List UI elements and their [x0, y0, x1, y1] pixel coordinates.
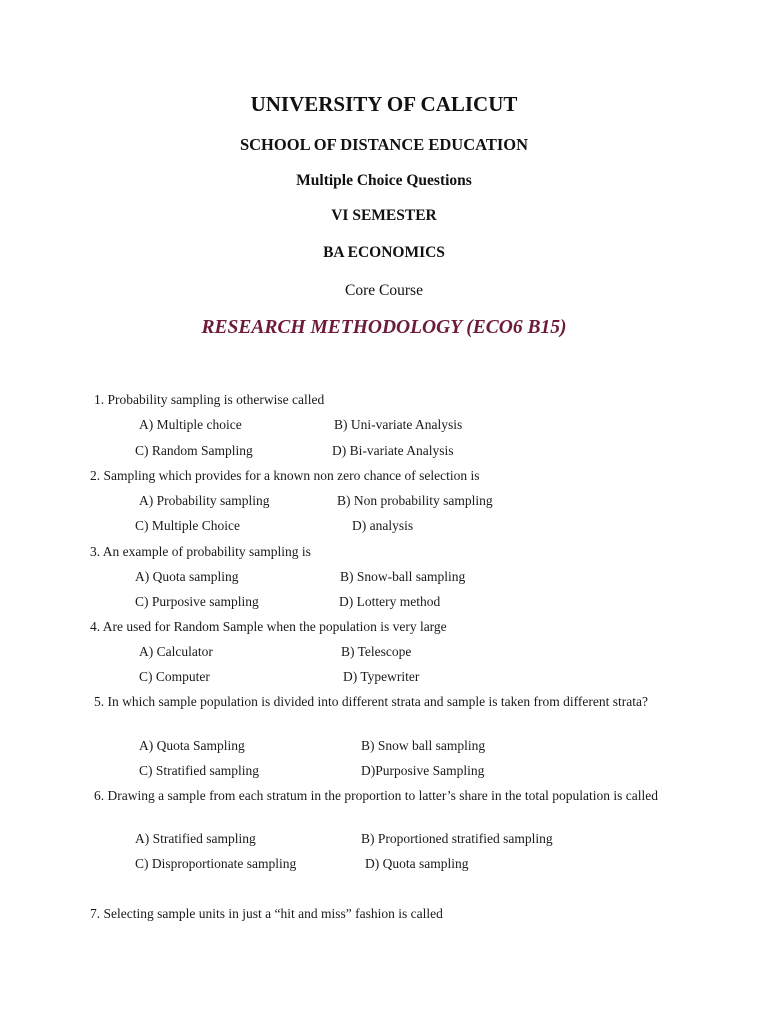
question-text: 5. In which sample population is divided into different strata and sample is taken from different strata? [94, 694, 648, 709]
option-d: D) Lottery method [339, 594, 441, 609]
option-b: B) Telescope [341, 644, 412, 659]
option-a: A) Multiple choice [139, 417, 242, 432]
question-text: 6. Drawing a sample from each stratum in the proportion to latter’s share in the total population is called [94, 788, 658, 803]
semester-label: VI SEMESTER [331, 207, 437, 224]
question-text: 7. Selecting sample units in just a “hit and miss” fashion is called [90, 906, 443, 921]
option-d: D) Bi-variate Analysis [332, 443, 454, 458]
option-a: A) Stratified sampling [135, 831, 256, 846]
option-d: D) Typewriter [343, 669, 420, 684]
option-d: D)Purposive Sampling [361, 763, 485, 778]
question-text: 2. Sampling which provides for a known non zero chance of selection is [90, 468, 480, 483]
question-text: 4. Are used for Random Sample when the population is very large [90, 619, 447, 634]
document-type: Multiple Choice Questions [296, 172, 472, 189]
question-text: 3. An example of probability sampling is [90, 544, 311, 559]
subject-title: RESEARCH METHODOLOGY (ECO6 B15) [201, 317, 567, 338]
option-b: B) Snow-ball sampling [340, 569, 466, 584]
option-c: C) Stratified sampling [139, 763, 259, 778]
option-c: C) Computer [139, 669, 210, 684]
option-b: B) Uni-variate Analysis [334, 417, 463, 432]
option-c: C) Multiple Choice [135, 518, 240, 533]
option-a: A) Calculator [139, 644, 213, 659]
school-title: SCHOOL OF DISTANCE EDUCATION [239, 135, 529, 154]
option-a: A) Quota sampling [135, 569, 239, 584]
option-d: D) Quota sampling [365, 856, 469, 871]
option-b: B) Non probability sampling [337, 493, 493, 508]
option-c: C) Disproportionate sampling [135, 856, 297, 871]
option-a: A) Probability sampling [139, 493, 270, 508]
programme-label: BA ECONOMICS [323, 244, 445, 261]
option-d: D) analysis [352, 518, 414, 533]
option-a: A) Quota Sampling [139, 738, 245, 753]
option-c: C) Random Sampling [135, 443, 253, 458]
option-c: C) Purposive sampling [135, 594, 259, 609]
option-b: B) Snow ball sampling [361, 738, 486, 753]
university-title: UNIVERSITY OF CALICUT [250, 92, 518, 116]
option-b: B) Proportioned stratified sampling [361, 831, 553, 846]
course-type-label: Core Course [345, 282, 423, 299]
question-text: 1. Probability sampling is otherwise called [94, 392, 325, 407]
